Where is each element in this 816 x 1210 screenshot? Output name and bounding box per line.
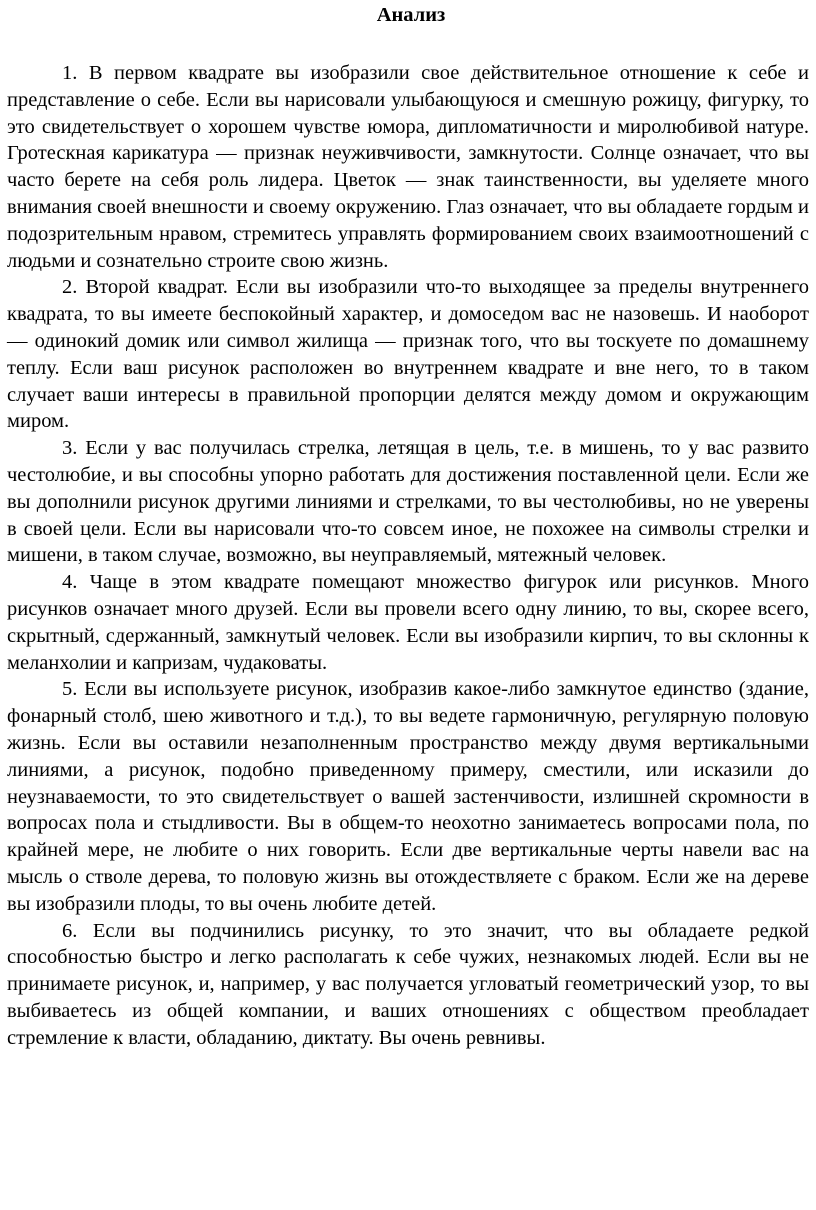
page-title: Анализ — [376, 4, 446, 26]
document-body — [7, 60, 809, 1051]
paragraph-6: 6. Если вы подчинились рисунку, то это значит, что вы обладаете редкой способностью быстро и легко располагать к себе чужих, незнакомых людей. Если вы не принимаете рисунок, и, например, у вас получается угловатый геометрический узор, то вы выбиваетесь из общей компании, и ваших отношениях с обществом преобладает стремление к власти, обладанию, диктату. Вы очень ревнивы. — [7, 919, 809, 1049]
paragraph-3: 3. Если у вас получилась стрелка, летящая в цель, т.е. в мишень, то у вас развито честолюбие, и вы способны упорно работать для достижения поставленной цели. Если же вы дополнили рисунок другими линиями и стрелками, то вы честолюбивы, но не уверены в своей цели. Если вы нарисовали что-то совсем иное, не похожее на символы стрелки и мишени, в таком случае, возможно, вы неуправляемый, мятежный человек. — [7, 437, 809, 567]
paragraph-1: 1. В первом квадрате вы изобразили свое действительное отношение к себе и представление о себе. Если вы нарисовали улыбающуюся и смешную рожицу, фигурку, то это свидетельствует о хорошем чувстве юмора, дипломатичности и миролюбивой натуре. Гротескная карикатура — признак неуживчивости, замкнутости. Солнце означает, что вы часто берете на себя роль лидера. Цветок — знак таинственности, вы уделяете много внимания своей внешности и своему окружению. Глаз означает, что вы обладаете гордым и подозрительным нравом, стремитесь управлять формированием своих взаимоотношений с людьми и сознательно строите свою жизнь. — [7, 62, 809, 272]
paragraph-4: 4. Чаще в этом квадрате помещают множество фигурок или рисунков. Много рисунков означает много друзей. Если вы провели всего одну линию, то вы, скорее всего, скрытный, сдержанный, замкнутый человек. Если вы изобразили кирпич, то вы склонны к меланхолии и капризам, чудаковаты. — [7, 571, 809, 674]
paragraph-5: 5. Если вы используете рисунок, изобразив какое-либо замкнутое единство (здание, фонарный столб, шею животного и т.д.), то вы ведете гармоничную, регулярную половую жизнь. Если вы оставили незаполненным пространство между двумя вертикальными линиями, а рисунок, подобно приведенному примеру, сместили, или исказили до неузнаваемости, то это свидетельствует о вашей застенчивости, излишней скромности в вопросах пола и стыдливости. Вы в общем-то неохотно занимаетесь вопросами пола, по крайней мере, не любите о них говорить. Если две вертикальные черты навели вас на мысль о стволе дерева, то половую жизнь вы отождествляете с браком. Если же на дереве вы изобразили плоды, то вы очень любите детей. — [7, 678, 809, 915]
paragraph-2: 2. Второй квадрат. Если вы изобразили что-то выходящее за пределы внутреннего квадрата, то вы имеете беспокойный характер, и домоседом вас не назовешь. И наоборот — одинокий домик или символ жилища — признак того, что вы тоскуете по домашнему теплу. Если ваш рисунок расположен во внутреннем квадрате и вне него, то в таком случает ваши интересы в правильной пропорции делятся между домом и окружающим миром. — [7, 276, 809, 433]
